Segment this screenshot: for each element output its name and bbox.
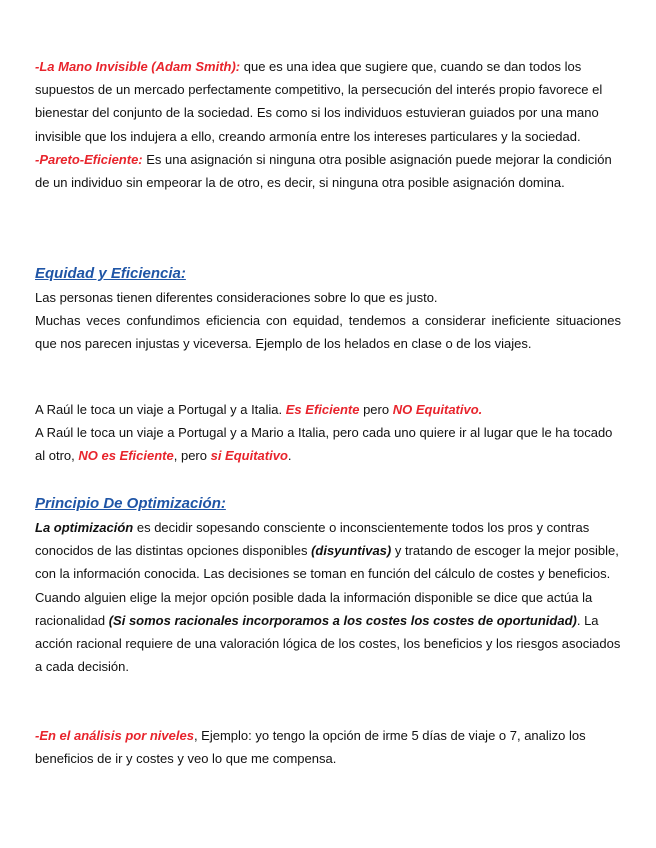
optimization-p1-a: es decidir sopesando consciente o inconscientemente todos los pros y contras conocidos de las distintas opciones disponibles [35, 520, 590, 559]
term-pareto: -Pareto-Eficiente: [35, 151, 143, 167]
example-1-term-efficient: Es Eficiente [285, 402, 360, 417]
section-levels [35, 724, 621, 770]
example-2-term-not-efficient: NO es Eficiente [78, 448, 174, 464]
heading-equity-efficiency: Equidad y Eficiencia: [35, 265, 186, 282]
optimization-p2-b: . La acción racional requiere de una valoración lógica de los costes, los beneficios y los riesgos asociados a cada decisión. [35, 612, 621, 675]
invisible-hand-text: que es una idea que sugiere que, cuando se dan todos los supuestos de un mercado perfectamente competitivo, la persecución del interés propio favorece el bienestar del conjunto de la sociedad. Es como si los individuos estuvieran guiados por una mano invisible que los indujera a ello, creando armonía entre los intereses particulares y la sociedad. [35, 59, 603, 144]
section-equity-efficiency [35, 286, 621, 356]
example-1 [35, 398, 621, 421]
heading-optimization: Principio De Optimización: [35, 495, 226, 512]
paragraph-pareto [35, 148, 621, 194]
levels-text: , Ejemplo: yo tengo la opción de irme 5 días de viaje o 7, analizo los beneficios de ir y costes y veo lo que me compensa. [35, 728, 586, 767]
optimization-paragraph-1 [35, 516, 621, 586]
example-1-text: A Raúl le toca un viaje a Portugal y a Italia. [35, 402, 286, 417]
section-definitions [35, 55, 621, 194]
term-levels-analysis: -En el análisis por niveles [35, 728, 194, 743]
example-2-term-equitable: si Equitativo [210, 448, 288, 464]
example-2 [35, 421, 621, 467]
equity-line-2: Muchas veces confundimos eficiencia con equidad, tendemos a considerar ineficiente situaciones que nos parecen injustas y viceversa. Ejemplo de los helados en clase o de los viajes. [35, 313, 621, 352]
equity-line-1: Las personas tienen diferentes consideraciones sobre lo que es justo. [35, 290, 438, 305]
levels-paragraph [35, 724, 621, 770]
example-1-mid: pero [359, 402, 393, 417]
term-disjunctives: (disyuntivas) [311, 543, 392, 559]
term-optimization: La optimización [35, 520, 134, 535]
optimization-paragraph-2 [35, 586, 621, 679]
example-2-end: . [287, 448, 292, 464]
section-examples [35, 398, 621, 468]
example-2-mid: , pero [173, 448, 211, 464]
term-invisible-hand: -La Mano Invisible (Adam Smith): [35, 59, 241, 74]
section-optimization [35, 516, 621, 678]
pareto-text: Es una asignación si ninguna otra posible asignación puede mejorar la condición de un individuo sin empeorar la de otro, es decir, si ninguna otra posible asignación domina. [35, 151, 612, 191]
example-1-term-not-equitable: NO Equitativo. [392, 402, 483, 417]
example-2-text: A Raúl le toca un viaje a Portugal y a Mario a Italia, pero cada uno quiere ir al lugar que le ha tocado al otro, [35, 425, 613, 464]
paragraph-invisible-hand [35, 55, 621, 148]
optimization-p1-b: y tratando de escoger la mejor posible, con la información conocida. Las decisiones se toman en función del cálculo de costes y beneficios. [35, 543, 619, 582]
term-rational-costs: (Si somos racionales incorporamos a los costes los costes de oportunidad) [108, 612, 577, 628]
optimization-p2-a: Cuando alguien elige la mejor opción posible dada la información disponible se dice que actúa la racionalidad [35, 589, 593, 628]
